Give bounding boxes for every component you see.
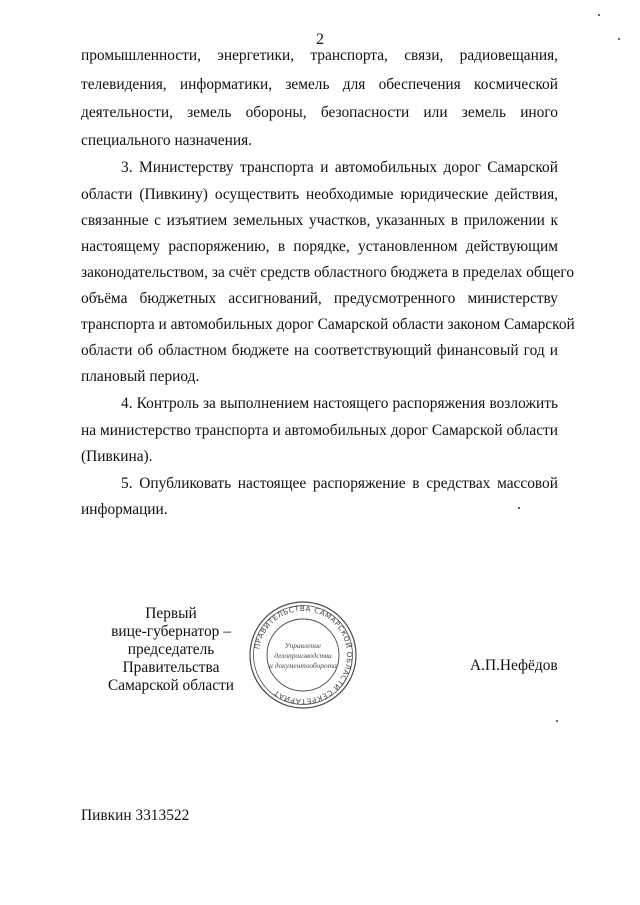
text-line: информации. <box>81 501 168 518</box>
text-line: законодательством, за счёт средств областного бюджета в пределах общего <box>81 264 575 281</box>
signature-name: А.П.Нефёдов <box>470 657 558 674</box>
text-line: 5. Опубликовать настоящее распоряжение в средствах массовой <box>121 475 558 492</box>
text-line: плановый период. <box>81 368 200 385</box>
seal-ring-text: ПРАВИТЕЛЬСТВА САМАРСКОЙ ОБЛАСТИ СЕКРЕТАРИАТ <box>252 603 355 707</box>
text-line: объёма бюджетных ассигнований, предусмотренного министерству <box>81 290 558 307</box>
text-line: специального назначения. <box>81 132 253 149</box>
scan-speck <box>598 14 600 16</box>
text-line: области об областном бюджете на соответствующий финансовый год и <box>81 342 558 359</box>
signature-title-line: Первый <box>145 605 197 622</box>
text-line: деятельности, земель обороны, безопасности или земель иного <box>81 104 558 121</box>
official-seal-stamp <box>248 600 358 710</box>
signature-title-line: председатель Правительства <box>122 641 220 676</box>
text-line: настоящему распоряжению, в порядке, установленном действующим <box>81 238 558 255</box>
seal-inner-line: Управление <box>284 641 322 650</box>
scan-speck <box>618 38 620 40</box>
scan-speck <box>556 720 558 722</box>
text-line: на министерство транспорта и автомобильных дорог Самарской области <box>81 422 558 439</box>
text-line: связанные с изъятием земельных участков, указанных в приложении к <box>81 212 558 229</box>
text-line: телевидения, информатики, земель для обеспечения космической <box>81 76 558 93</box>
signature-title-line: вице-губернатор – <box>111 623 231 640</box>
text-line: 3. Министерству транспорта и автомобильных дорог Самарской <box>121 159 558 176</box>
signature-title-line: Самарской области <box>107 677 234 694</box>
executor-info: Пивкин 3313522 <box>81 807 190 824</box>
text-line: области (Пивкину) осуществить необходимые юридические действия, <box>81 186 558 203</box>
text-line: 4. Контроль за выполнением настоящего распоряжения возложить <box>121 395 558 412</box>
text-line: транспорта и автомобильных дорог Самарской области законом Самарской <box>81 316 575 333</box>
text-line: промышленности, энергетики, транспорта, связи, радиовещания, <box>81 47 558 64</box>
scan-speck <box>518 507 520 509</box>
signature-title <box>81 605 261 695</box>
seal-inner-line: и документооборота <box>269 661 337 670</box>
seal-inner-line: делопроизводства <box>274 651 332 660</box>
page-number: 2 <box>316 31 324 48</box>
text-line: (Пивкина). <box>81 448 153 465</box>
